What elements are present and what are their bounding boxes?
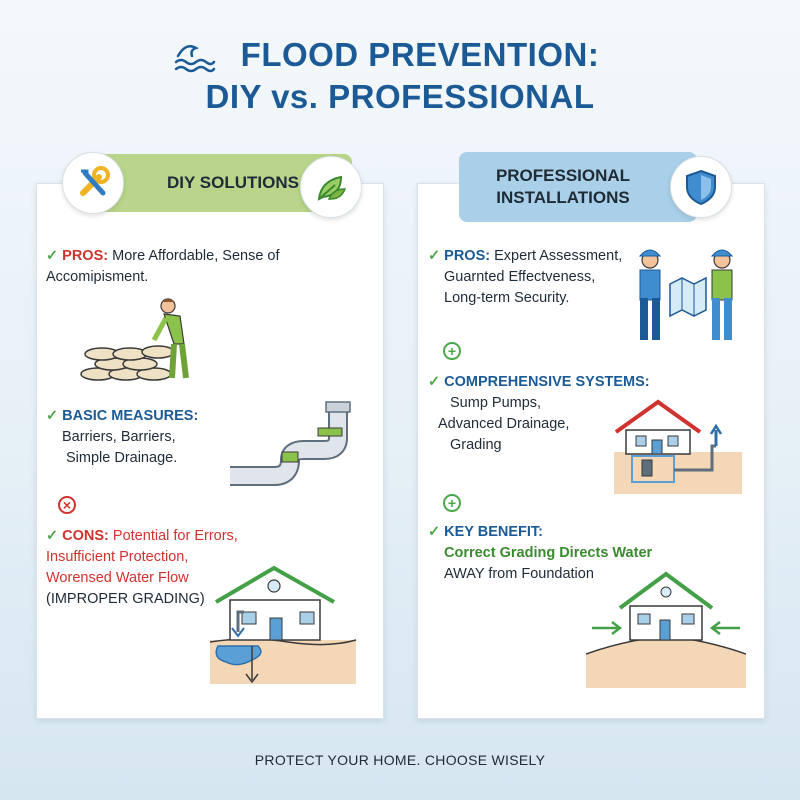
check-icon: ✓ (46, 528, 59, 544)
diy-header-label: DIY SOLUTIONS (167, 173, 299, 192)
diy-pros (46, 246, 280, 288)
tools-icon (73, 163, 113, 203)
shield-icon (681, 167, 721, 207)
title-line-1: FLOOD PREVENTION: (240, 36, 600, 73)
sandbags-illustration (76, 294, 206, 384)
diy-basic-label: BASIC MEASURES: (62, 408, 199, 424)
footer-tagline: PROTECT YOUR HOME. CHOOSE WISELY (254, 752, 546, 768)
diy-basic-text-2: Simple Drainage. (66, 450, 178, 466)
sump-pump-illustration (612, 396, 744, 496)
pipe-illustration (224, 398, 354, 498)
pro-pros-label: PROS: (444, 248, 491, 264)
check-icon: ✓ (428, 374, 441, 390)
pro-benefit-label: KEY BENEFIT: (444, 524, 543, 540)
pro-header-line-2: INSTALLATIONS (496, 188, 630, 207)
pro-systems-text-1: Sump Pumps, (450, 395, 542, 411)
pro-systems-label: COMPREHENSIVE SYSTEMS: (444, 374, 650, 390)
check-icon: ✓ (428, 524, 441, 540)
diy-basic (46, 406, 198, 469)
leaf-icon (311, 167, 351, 207)
page-title (0, 34, 800, 118)
pro-shield-badge (670, 156, 732, 218)
diy-leaf-badge (300, 156, 362, 218)
flooded-house-illustration (208, 562, 358, 686)
plus-circle-icon: + (443, 494, 461, 512)
diy-cons-text-3: Worensed Water Flow (46, 570, 189, 586)
x-circle-icon: × (58, 496, 76, 514)
pro-benefit-text-1: Correct Grading Directs Water (444, 545, 653, 561)
diy-cons-text-1: Potential for Errors, (112, 528, 238, 544)
pro-pros-text-1: Expert Assessment, (494, 248, 623, 264)
plus-circle-icon: + (443, 342, 461, 360)
diy-cons-text-4: (IMPROPER GRADING) (46, 591, 205, 607)
pro-pros-text-2: Guarnted Effectveness, (444, 269, 596, 285)
diy-pros-text-1: More Affordable, Sense of (112, 248, 280, 264)
pro-pros-text-3: Long-term Security. (444, 290, 570, 306)
diy-cons-text-2: Insufficient Protection, (46, 549, 189, 565)
pro-header (459, 152, 697, 222)
diy-tools-badge (62, 152, 124, 214)
workers-illustration (630, 240, 750, 346)
pro-benefit-text-2: AWAY from Foundation (444, 566, 594, 582)
check-icon: ✓ (46, 408, 59, 424)
pro-pros (428, 246, 622, 309)
check-icon: ✓ (428, 248, 441, 264)
check-icon: ✓ (46, 248, 59, 264)
graded-house-illustration (586, 570, 746, 688)
diy-pros-label: PROS: (62, 248, 109, 264)
title-line-2: DIY vs. PROFESSIONAL (205, 78, 595, 115)
diy-basic-text-1: Barriers, Barriers, (62, 429, 176, 445)
diy-pros-text-2: Accomipisment. (46, 269, 149, 285)
pro-header-line-1: PROFESSIONAL (495, 166, 631, 185)
pro-systems-text-2: Advanced Drainage, (438, 416, 570, 432)
diy-cons-label: CONS: (62, 528, 109, 544)
pro-systems-text-3: Grading (450, 437, 502, 453)
